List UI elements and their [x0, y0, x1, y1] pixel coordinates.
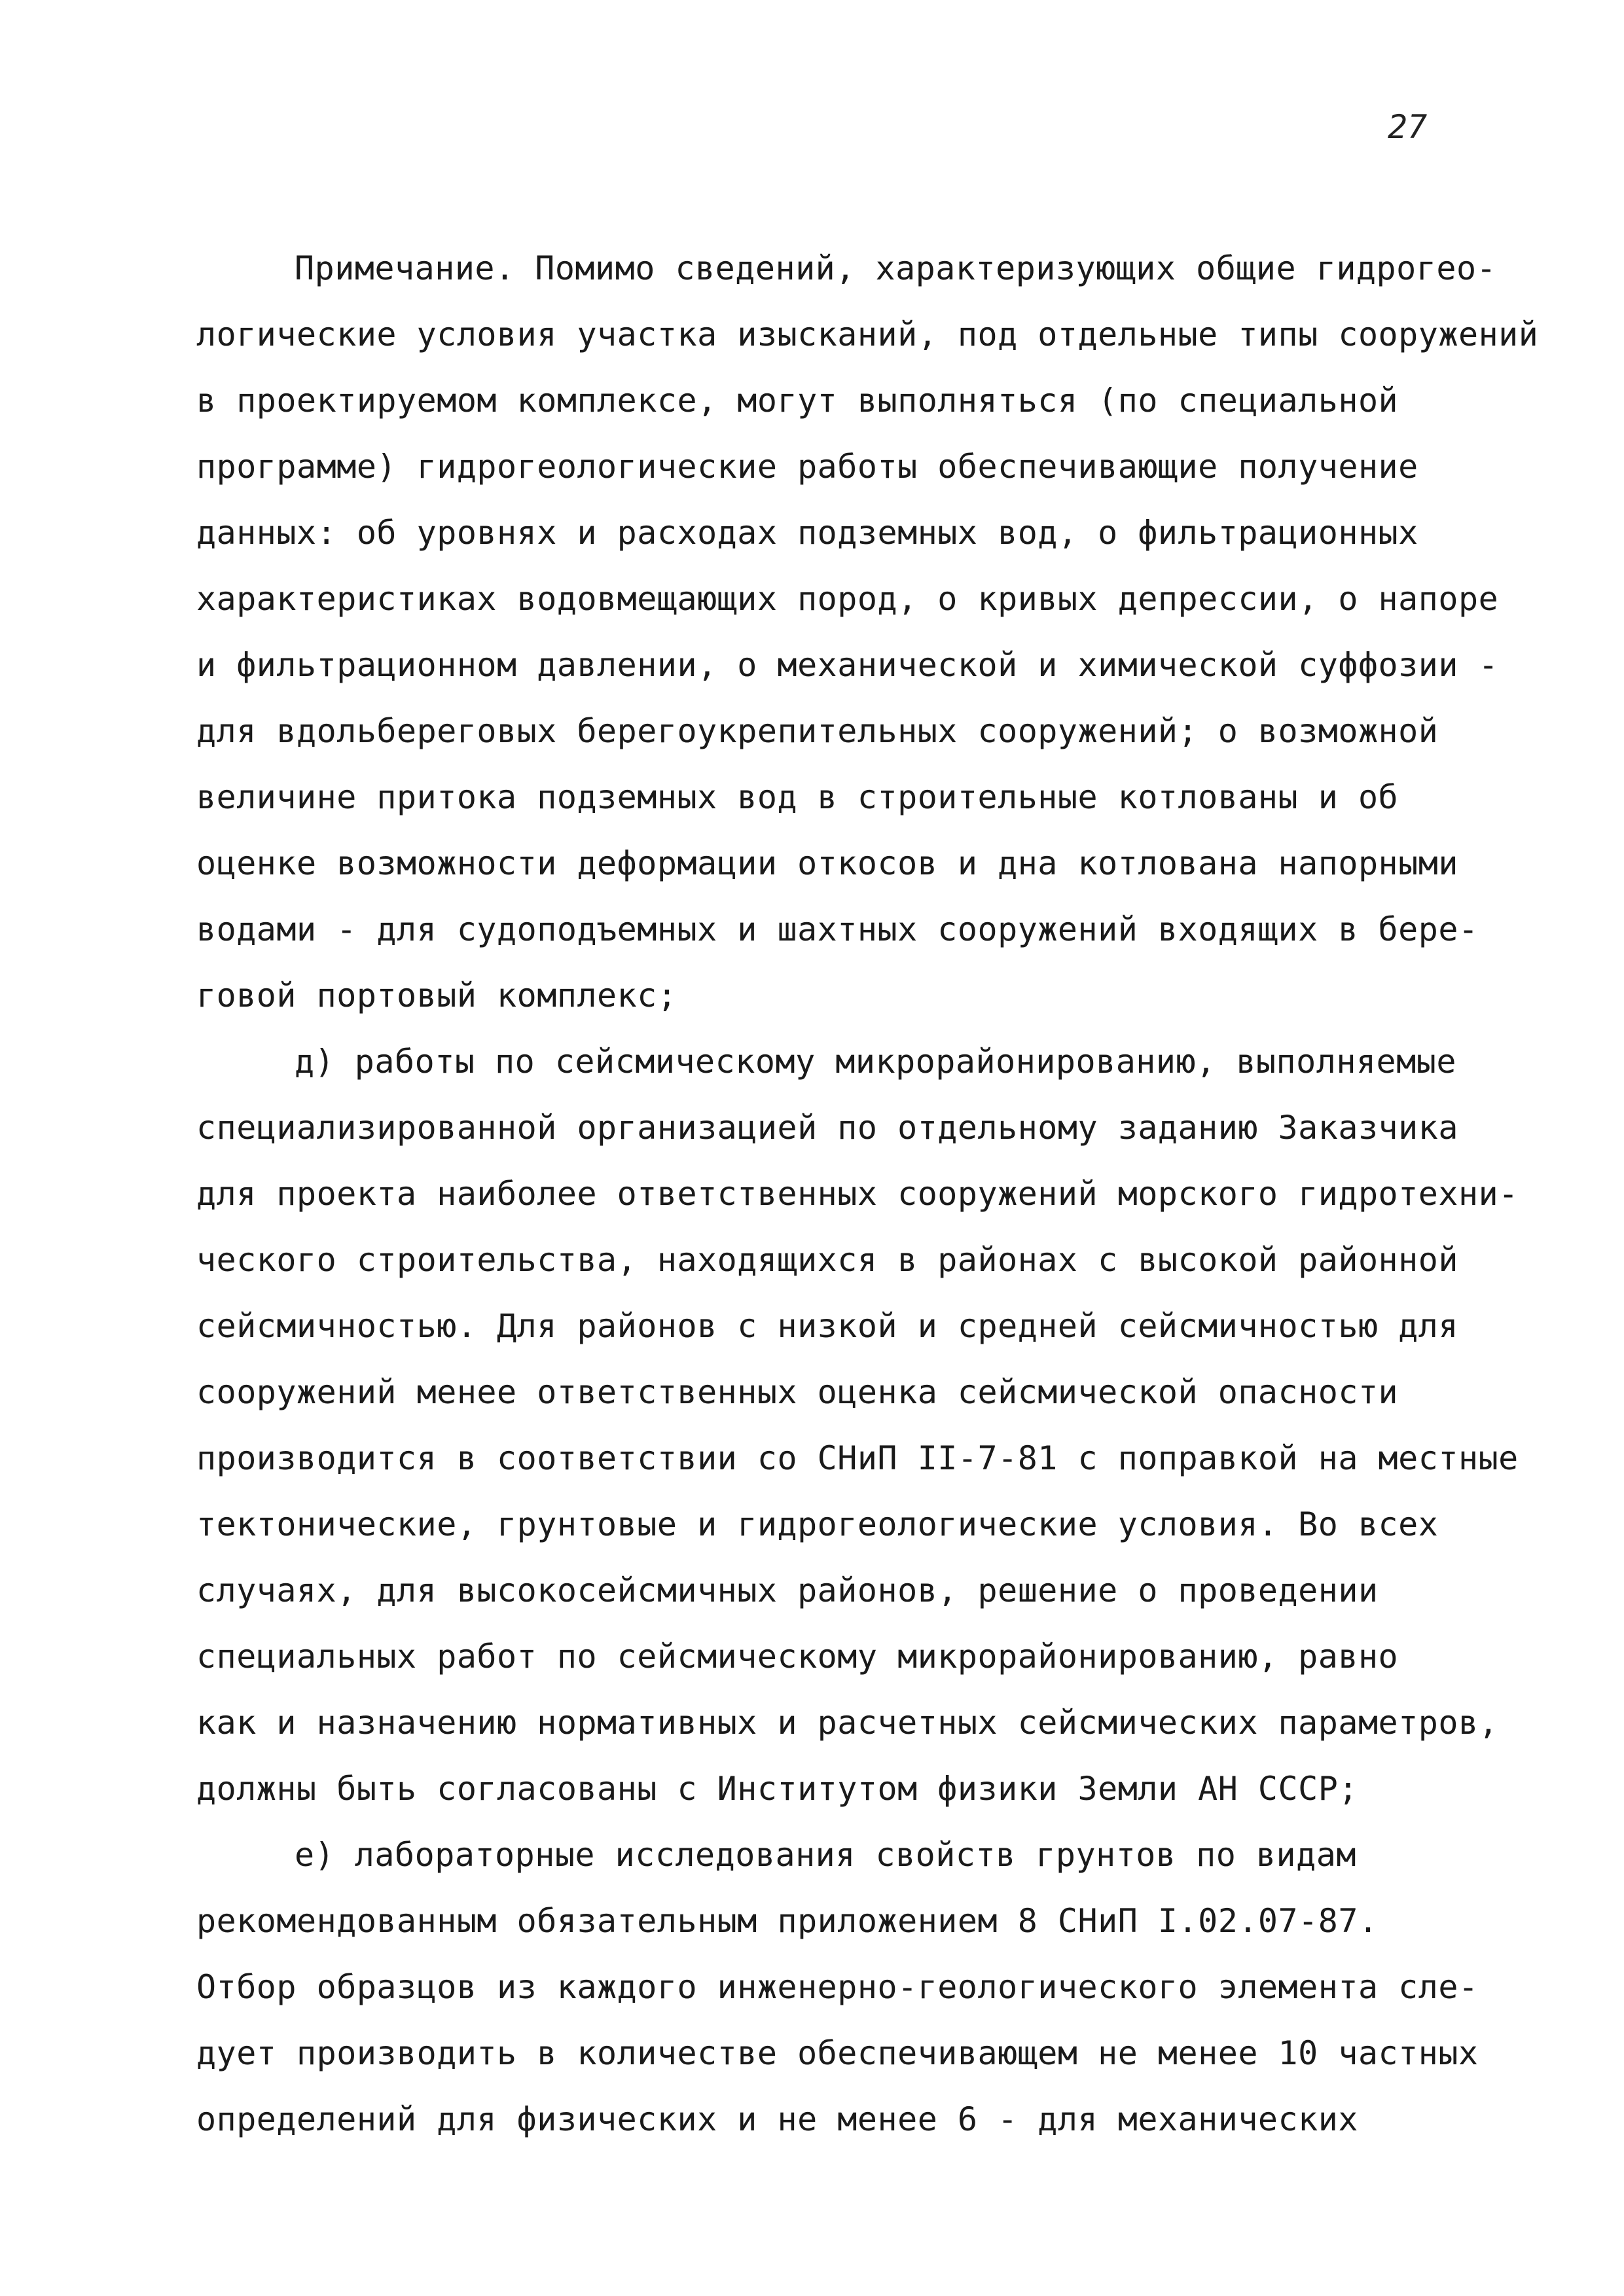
text-line: величине притока подземных вод в строительные котлованы и об	[196, 778, 1399, 816]
text-line: в проектируемом комплексе, могут выполняться (по специальной	[196, 382, 1399, 420]
text-line: специализированной организацией по отдельному заданию Заказчика	[196, 1109, 1458, 1147]
text-line: для вдольбереговых берегоукрепительных сооружений; о возможной	[196, 712, 1439, 750]
text-line: ческого строительства, находящихся в районах с высокой районной	[196, 1241, 1458, 1279]
text-line: характеристиках водовмещающих пород, о кривых депрессии, о напоре	[196, 580, 1499, 618]
text-line: сейсмичностью. Для районов с низкой и средней сейсмичностью для	[196, 1307, 1458, 1345]
text-line: специальных работ по сейсмическому микрорайонированию, равно	[196, 1638, 1399, 1676]
text-line: логические условия участка изысканий, под отдельные типы сооружений	[196, 315, 1539, 353]
text-line: Примечание. Помимо сведений, характеризующих общие гидрогео-	[295, 249, 1497, 287]
text-line: и фильтрационном давлении, о механической и химической суффозии -	[196, 646, 1499, 684]
text-line: для проекта наиболее ответственных сооружений морского гидротехни-	[196, 1175, 1519, 1213]
text-line: оценке возможности деформации откосов и дна котлована напорными	[196, 844, 1458, 882]
text-line: дует производить в количестве обеспечивающем не менее 10 частных	[196, 2034, 1479, 2072]
text-line: сооружений менее ответственных оценка сейсмической опасности	[196, 1373, 1399, 1411]
paragraph-note	[196, 236, 1539, 1029]
text-line: должны быть согласованы с Институтом физики Земли АН СССР;	[196, 1770, 1358, 1808]
text-line: е) лабораторные исследования свойств грунтов по видам	[295, 1836, 1356, 1874]
text-line: как и назначению нормативных и расчетных сейсмических параметров,	[196, 1704, 1499, 1742]
text-line: программе) гидрогеологические работы обеспечивающие получение	[196, 448, 1418, 486]
paragraph-item-d	[196, 1029, 1519, 1822]
paragraph-item-e	[196, 1822, 1512, 2153]
text-line: говой портовый комплекс;	[196, 977, 677, 1014]
text-line: Отбор образцов из каждого инженерно-геологического элемента сле-	[196, 1968, 1479, 2006]
text-line: определений для физических и не менее 6 - для механических	[196, 2100, 1358, 2138]
text-line: водами - для судоподъемных и шахтных сооружений входящих в бере-	[196, 910, 1479, 948]
text-line: случаях, для высокосейсмичных районов, решение о проведении	[196, 1571, 1379, 1609]
text-line: данных: об уровнях и расходах подземных вод, о фильтрационных	[196, 514, 1418, 552]
text-line: тектонические, грунтовые и гидрогеологические условия. Во всех	[196, 1505, 1439, 1543]
text-line: рекомендованным обязательным приложением 8 СНиП I.02.07-87.	[196, 1902, 1379, 1940]
page-number: 27	[1388, 108, 1428, 146]
text-line: д) работы по сейсмическому микрорайонированию, выполняемые	[295, 1043, 1456, 1081]
text-line: производится в соответствии со СНиП II-7-81 с поправкой на местные	[196, 1439, 1519, 1477]
body-text	[196, 236, 1539, 2153]
